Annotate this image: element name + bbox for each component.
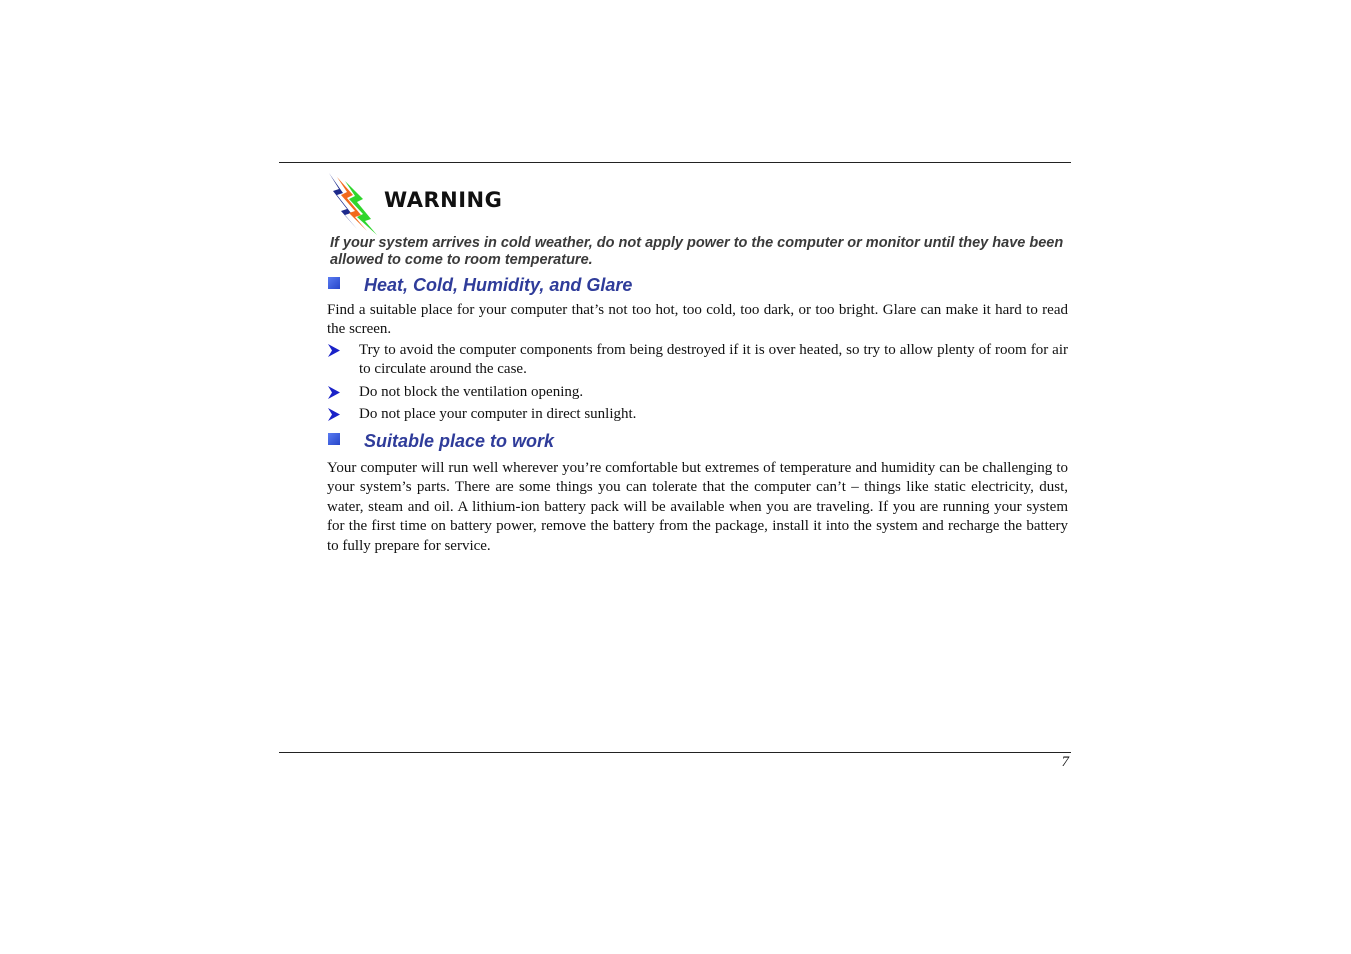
section-paragraph: Your computer will run well wherever you’re comfortable but extremes of temperature and humidity can be challenging to your system’s parts. There are some things you can tolerate that the computer can’t – things like static electricity, dust, water, steam and oil. A lithium-ion battery pack will be available when you are traveling. If you are running your system for the first time on battery power, remove the battery from the package, install it into the system and recharge the battery to fully prepare for service. [327, 460, 1068, 554]
arrowhead-bullet-icon [328, 344, 340, 357]
arrowhead-bullet-icon [328, 408, 340, 421]
section-paragraph: Find a suitable place for your computer that’s not too hot, too cold, too dark, or too bright. Glare can make it hard to read the screen. [327, 302, 1068, 338]
list-item [327, 341, 1068, 379]
list-item-text: Do not block the ventilation opening. [359, 383, 584, 400]
section-title: Suitable place to work [364, 431, 555, 451]
bullet-list [327, 341, 1068, 428]
list-item [327, 405, 1068, 424]
warning-text: If your system arrives in cold weather, do not apply power to the computer or monitor until they have been allowed to come to room temperature. [330, 235, 1064, 268]
section-title: Heat, Cold, Humidity, and Glare [364, 275, 633, 295]
list-item-text: Do not place your computer in direct sunlight. [359, 406, 637, 422]
list-item-text: Try to avoid the computer components from being destroyed if it is over heated, so try to allow plenty of room for air to circulate around the case. [359, 342, 1068, 377]
square-bullet-icon [328, 277, 340, 289]
lightning-bolts-icon [327, 171, 379, 237]
page-number: 7 [1061, 754, 1069, 770]
arrowhead-bullet-icon [328, 386, 340, 399]
warning-title: WARNING [384, 188, 503, 212]
footer-rule [279, 752, 1071, 753]
list-item [327, 383, 1068, 402]
section-heading-workplace [328, 430, 554, 452]
header-rule [279, 162, 1071, 163]
section-heading-heat [328, 274, 632, 296]
square-bullet-icon [328, 433, 340, 445]
